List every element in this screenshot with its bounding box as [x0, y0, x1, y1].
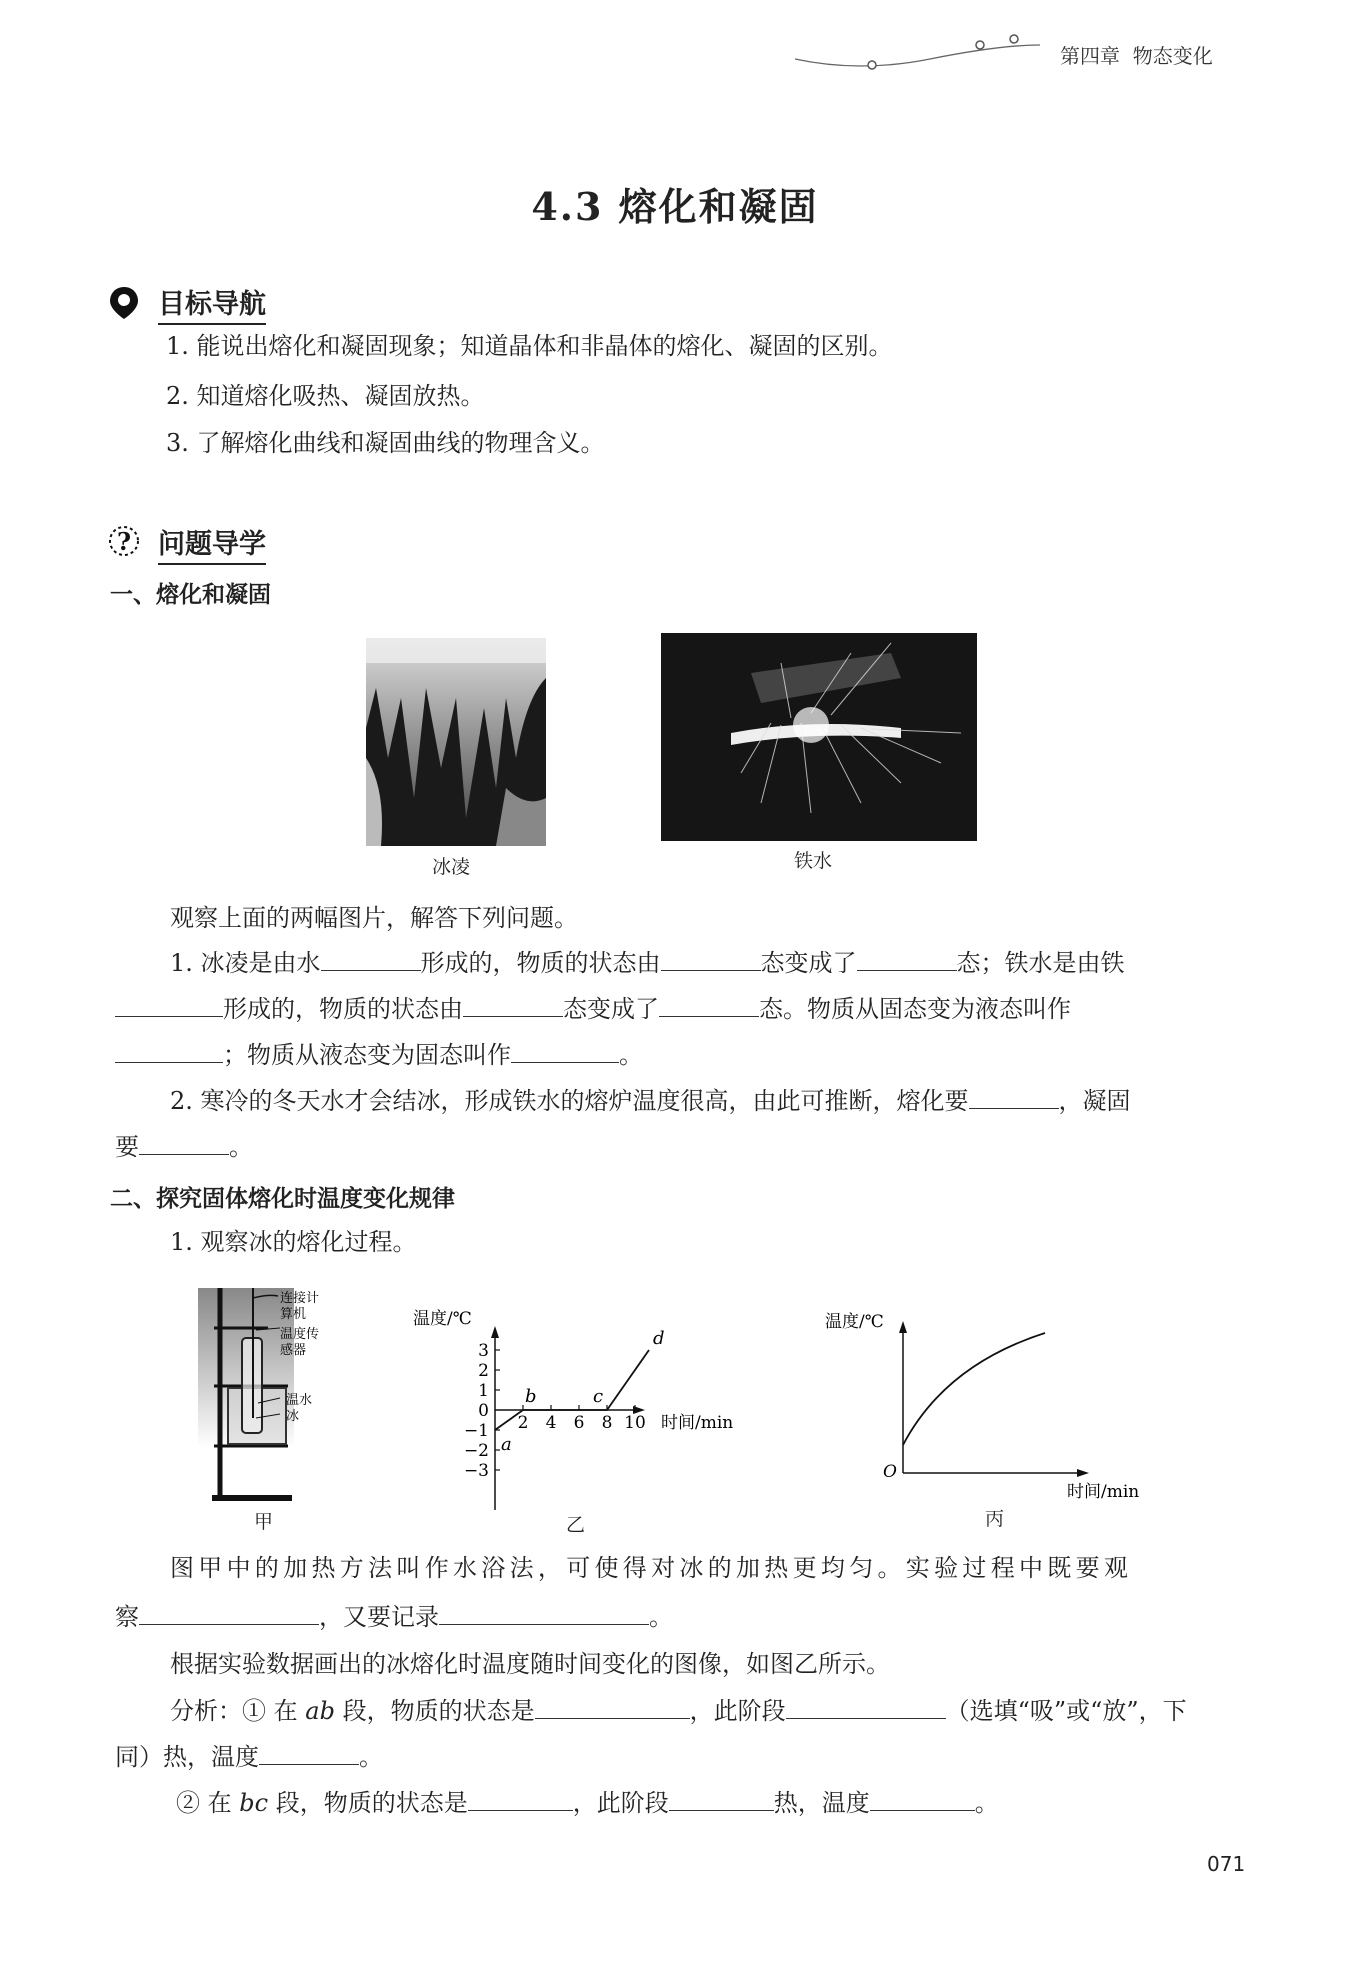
q1-text: 态变成了: [760, 949, 857, 977]
answer-blank[interactable]: [468, 1786, 573, 1811]
q2-text: 要: [115, 1133, 139, 1161]
part1-heading: 一、熔化和凝固: [110, 582, 271, 608]
header-chapter: 第四章: [1060, 44, 1120, 68]
point-label-d: d: [653, 1328, 665, 1349]
fig-label-sensor: 感器: [280, 1343, 307, 1358]
p-text: ，此阶段: [689, 1697, 786, 1725]
q1-text: ；物质从液态变为固态叫作: [223, 1041, 511, 1069]
q1-text: 1. 冰凌是由水: [170, 949, 321, 977]
answer-blank[interactable]: [139, 1600, 319, 1625]
page-title: 4.3 熔化和凝固: [531, 184, 819, 229]
y-axis-label: 温度/℃: [413, 1309, 472, 1329]
chart-bing: [815, 1305, 1145, 1505]
answer-blank[interactable]: [439, 1600, 649, 1625]
svg-text:?: ?: [116, 527, 132, 556]
question-1-line-1: [170, 946, 1125, 979]
p-text: 察: [115, 1603, 139, 1631]
q2-text: 2. 寒冷的冬天水才会结冰，形成铁水的熔炉温度很高，由此可推断，熔化要: [170, 1087, 969, 1115]
p-text: （选填“吸”或“放”，下: [945, 1697, 1187, 1725]
figure-bing-caption: 丙: [985, 1508, 1005, 1530]
answer-blank[interactable]: [115, 992, 223, 1017]
q1-text: 态变成了: [563, 995, 659, 1023]
x-axis-label: 时间/min: [661, 1413, 734, 1433]
answer-blank[interactable]: [139, 1130, 229, 1155]
answer-blank[interactable]: [259, 1740, 359, 1765]
y-tick-label: 3: [478, 1341, 489, 1361]
y-tick-label: −1: [463, 1421, 489, 1441]
figure-yi-caption: 乙: [566, 1514, 586, 1536]
q1-text: 态；铁水是由铁: [956, 949, 1125, 977]
answer-blank[interactable]: [659, 992, 759, 1017]
apparatus-figure: [198, 1288, 338, 1504]
question-1-line-2: [115, 992, 1071, 1025]
y-axis-arrow: [899, 1321, 907, 1333]
answer-blank[interactable]: [535, 1694, 690, 1719]
question-bulb-icon: [106, 523, 142, 559]
q1-text: 。: [619, 1041, 643, 1069]
y-tick-label: −3: [463, 1461, 489, 1481]
p-text: ，又要记录: [319, 1603, 439, 1631]
answer-blank[interactable]: [511, 1038, 619, 1063]
figure-jia-caption: 甲: [254, 1511, 274, 1533]
question-1-line-3: [115, 1038, 643, 1071]
icicles-caption: 冰凌: [432, 856, 471, 878]
x-tick-label: 2: [517, 1413, 529, 1433]
molten-iron-photo: [661, 633, 977, 841]
paragraph-water-bath: 图甲中的加热方法叫作水浴法，可使得对冰的加热更均匀。实验过程中既要观: [170, 1554, 1133, 1582]
p-text: ② 在: [176, 1789, 232, 1817]
p-text: 段，物质的状态是: [275, 1789, 468, 1817]
point-label-b: b: [525, 1386, 537, 1407]
y-tick-label: −2: [463, 1441, 489, 1461]
part2-step1: 1. 观察冰的熔化过程。: [170, 1228, 417, 1256]
p-text: 。: [974, 1789, 999, 1817]
question-2-line-2: [115, 1130, 253, 1163]
guide-heading: 问题导学: [158, 522, 266, 565]
q1-text: 形成的，物质的状态由: [223, 995, 463, 1023]
part2-heading: 二、探究固体熔化时温度变化规律: [110, 1186, 455, 1212]
q2-text: ，凝固: [1058, 1087, 1131, 1115]
paragraph-graph: 根据实验数据画出的冰熔化时温度随时间变化的图像，如图乙所示。: [170, 1650, 890, 1678]
y-tick-label: 1: [478, 1381, 489, 1401]
y-tick-label: 0: [478, 1401, 489, 1421]
x-tick-label: 6: [573, 1413, 585, 1433]
running-header: [1060, 40, 1213, 69]
y-axis-label: 温度/℃: [825, 1312, 884, 1332]
fig-label-ice: 冰: [286, 1409, 300, 1424]
fig-label-water: 温水: [286, 1393, 313, 1408]
objectives-heading: 目标导航: [158, 282, 266, 325]
molten-iron-caption: 铁水: [794, 850, 833, 872]
location-pin-icon: [108, 285, 140, 321]
q1-text: 态。物质从固态变为液态叫作: [759, 995, 1071, 1023]
answer-blank[interactable]: [870, 1786, 975, 1811]
answer-blank[interactable]: [321, 946, 421, 971]
p-text: 热，温度: [773, 1789, 870, 1817]
part1-intro: 观察上面的两幅图片，解答下列问题。: [170, 904, 578, 932]
q2-text: 。: [229, 1133, 253, 1161]
answer-blank[interactable]: [669, 1786, 774, 1811]
point-label-c: c: [593, 1386, 604, 1407]
p-text: 同）热，温度: [115, 1743, 259, 1771]
analysis-2: [176, 1786, 999, 1819]
p-text: 分析：① 在: [170, 1697, 298, 1725]
header-subject: 物态变化: [1132, 44, 1213, 68]
objective-item: 2. 知道熔化吸热、凝固放热。: [166, 382, 485, 410]
p-text: 段，物质的状态是: [342, 1697, 535, 1725]
header-decoration: [790, 25, 1050, 75]
y-axis-arrow: [491, 1326, 499, 1338]
x-tick-label: 8: [601, 1413, 613, 1433]
x-axis-label: 时间/min: [1067, 1482, 1140, 1502]
answer-blank[interactable]: [969, 1084, 1059, 1109]
answer-blank[interactable]: [661, 946, 761, 971]
analysis-1-line-1: [170, 1694, 1187, 1727]
x-tick-label: 10: [624, 1413, 646, 1433]
fig-label-sensor: 温度传: [280, 1327, 320, 1342]
segment-label: ab: [305, 1697, 335, 1725]
p-text: 。: [359, 1743, 383, 1771]
chart-yi: [405, 1300, 765, 1520]
origin-label: O: [883, 1462, 897, 1482]
analysis-1-line-2: [115, 1740, 383, 1773]
fig-label-computer: 连接计: [280, 1291, 320, 1306]
segment-label: bc: [239, 1789, 269, 1817]
p-text: 。: [649, 1603, 673, 1631]
answer-blank[interactable]: [786, 1694, 946, 1719]
p-text: ，此阶段: [572, 1789, 669, 1817]
question-2-line-1: [170, 1084, 1131, 1117]
q1-text: 形成的，物质的状态由: [420, 949, 661, 977]
answer-blank[interactable]: [463, 992, 563, 1017]
x-tick-label: 4: [545, 1413, 557, 1433]
y-tick-label: 2: [478, 1361, 489, 1381]
x-axis-arrow: [1077, 1469, 1089, 1477]
temperature-curve: [903, 1333, 1045, 1445]
objective-item: 1. 能说出熔化和凝固现象；知道晶体和非晶体的熔化、凝固的区别。: [166, 332, 893, 360]
page-number: 071: [1207, 1852, 1246, 1876]
point-label-a: a: [501, 1434, 512, 1455]
paragraph-water-bath-2: [115, 1600, 673, 1633]
icicles-photo: [366, 638, 546, 846]
answer-blank[interactable]: [115, 1038, 223, 1063]
answer-blank[interactable]: [857, 946, 957, 971]
objective-item: 3. 了解熔化曲线和凝固曲线的物理含义。: [166, 429, 605, 457]
fig-label-computer: 算机: [280, 1307, 307, 1322]
